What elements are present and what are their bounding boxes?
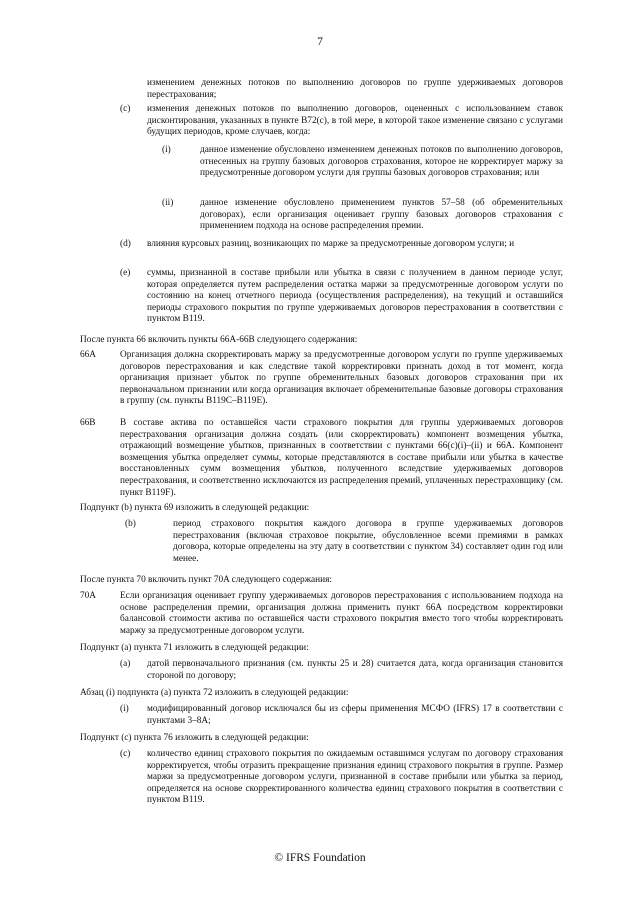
item-label: (e) bbox=[120, 268, 131, 278]
item-label: (ii) bbox=[162, 198, 174, 208]
paragraph-66a-text: Организация должна скорректировать маржу за предусмотренные договором услуги по группе удерживаемых договоров перестрахования и как следствие такой корректировки признать доход в тот момент, когда организация признает убыток по группе обременительных базовых договоров страхования при их первоначальном признании или когда организация включает обременительные базовые договоры страхования в группу (см. пункты B119C–B119E). bbox=[120, 350, 563, 407]
instruction-76: Подпункт (c) пункта 76 изложить в следующей редакции: bbox=[80, 733, 309, 743]
paragraph-71a-text: датой первоначального признания (см. пункты 25 и 28) считается дата, когда организация становится стороной по договору; bbox=[147, 659, 563, 681]
paragraph-label: 66B bbox=[80, 418, 96, 428]
paragraph-70a-text: Если организация оценивает группу удерживаемых договоров перестрахования с использованием подхода на основе распределения премии, организация должна применить пункт 66A посредством корректировки балансовой стоимости актива по оставшейся части страхового покрытия вместо того чтобы корректировать маржу за предусмотренные договором услуги. bbox=[120, 591, 563, 636]
paragraph-69b-text: период страхового покрытия каждого договора в группе удерживаемых договоров перестрахования (включая страховое покрытие, обусловленное всеми премиями в рамках договора, которые определены на эту дату в соответствии с пунктом 34) составляет один год или менее. bbox=[173, 519, 563, 564]
item-label: (c) bbox=[120, 749, 131, 759]
paragraph-label: 70A bbox=[80, 591, 97, 601]
paragraph-66b-text: В составе актива по оставшейся части страхового покрытия для группы удерживаемых договоров перестрахования организация должна создать (или скорректировать) компонент возмещения убытка, отражающий возмещение убытков, признанных в соответствии с пунктами 66(c)(i)–(ii) и 66A. Компонент возмещения убытка определяет суммы, которые представляются в составе прибыли или убытка в качестве восстановленных сумм возмещения убытков, полученного вследствие удерживаемых договоров перестрахования, и соответственно исключаются из распределения премий, уплаченных перестраховщику (см. пункт B119F). bbox=[120, 418, 563, 498]
item-label: (c) bbox=[120, 104, 131, 114]
paragraph-b-continuation: изменением денежных потоков по выполнению договоров по группе удерживаемых договоров перестрахования; bbox=[147, 78, 563, 100]
instruction-70: После пункта 70 включить пункт 70A следующего содержания: bbox=[80, 575, 332, 585]
paragraph-76c-text: количество единиц страхового покрытия по ожидаемым оставшимся услугам по договору страхования корректируется, чтобы отразить прекращение признания единиц страхового покрытия в группе. Размер маржи за предусмотренные договором услуги, признанной в составе прибыли или убытка за период, определяется на основе скорректированного количества единиц страхового покрытия в соответствии с пунктом B119. bbox=[147, 749, 563, 806]
paragraph-72i-text: модифицированный договор исключался бы из сферы применения МСФО (IFRS) 17 в соответствии с пунктами 3–8A; bbox=[147, 704, 563, 726]
item-label: (i) bbox=[162, 145, 171, 155]
item-label: (a) bbox=[120, 659, 131, 669]
item-c-ii-text: данное изменение обусловлено применением пунктов 57–58 (об обременительных договорах), если организация оценивает группу базовых договоров страхования с применением подхода на основе распределения премии. bbox=[200, 198, 563, 232]
paragraph-label: 66A bbox=[80, 350, 97, 360]
page-number: 7 bbox=[317, 36, 323, 48]
instruction-72: Абзац (i) подпункта (a) пункта 72 изложить в следующей редакции: bbox=[80, 688, 349, 698]
item-c-text: изменения денежных потоков по выполнению договоров, оцененных с использованием ставок дисконтирования, указанных в пункте B72(c), в той мере, в которой такое изменение связано с услугами будущих периодов, кроме случаев, когда: bbox=[147, 104, 563, 138]
item-c-i-text: данное изменение обусловлено изменением денежных потоков по выполнению договоров, отнесенных на группу базовых договоров страхования, которое не корректирует маржу за предусмотренные договором услуги для группы базовых договоров страхования; или bbox=[200, 145, 563, 179]
item-d-text: влияния курсовых разниц, возникающих по марже за предусмотренные договором услуги; и bbox=[147, 239, 515, 249]
instruction-69: Подпункт (b) пункта 69 изложить в следующей редакции: bbox=[80, 503, 310, 513]
instruction-66: После пункта 66 включить пункты 66A-66B следующего содержания: bbox=[80, 335, 358, 345]
instruction-71: Подпункт (a) пункта 71 изложить в следующей редакции: bbox=[80, 643, 309, 653]
footer-copyright: © IFRS Foundation bbox=[274, 852, 366, 864]
item-e-text: суммы, признанной в составе прибыли или убытка в связи с получением в данном периоде услуг, которая определяется путем распределения остатка маржи за предусмотренные договором услуги по состоянию на конец отчетного периода (осуществления распределения), на текущий и оставшийся периоды страхового покрытия по группе удерживаемых договоров перестрахования в соответствии с пунктом B119. bbox=[147, 268, 563, 325]
item-label: (d) bbox=[120, 239, 131, 249]
item-label: (i) bbox=[120, 704, 129, 714]
item-label: (b) bbox=[125, 519, 136, 529]
